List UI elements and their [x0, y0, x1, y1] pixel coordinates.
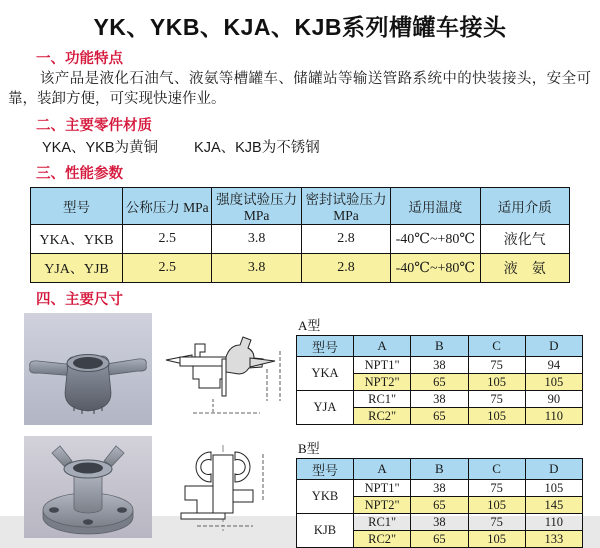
model-cell: YJA — [297, 391, 354, 425]
type-a-block — [296, 313, 588, 425]
dim-a-header-row — [297, 336, 583, 357]
perf-header-temperature: 适用温度 — [391, 188, 480, 225]
material-brass: YKA、YKB为黄铜 — [42, 140, 159, 156]
dim-cell: NPT2" — [354, 374, 411, 391]
table-row — [31, 254, 570, 283]
bolt-hole — [49, 507, 59, 513]
flange-section — [185, 486, 213, 513]
top-hook — [195, 344, 205, 357]
perf-cell: 2.8 — [301, 254, 390, 283]
coupling-opening — [73, 357, 103, 369]
perf-cell: 2.8 — [301, 225, 390, 254]
dim-header-model: 型号 — [297, 459, 354, 480]
section4-heading: 四、主要尺寸 — [36, 292, 123, 308]
section1-heading: 一、功能特点 — [36, 51, 123, 67]
dimension-table-a — [296, 335, 583, 425]
dim-cell: 75 — [468, 514, 525, 531]
perf-header-seal-test: 密封试验压力MPa — [301, 188, 390, 225]
type-b-label: B型 — [298, 441, 320, 456]
dim-cell: RC1" — [354, 391, 411, 408]
section1-body: 该产品是液化石油气、液氨等槽罐车、储罐站等输送管路系统中的快装接头，安全可靠，装卸方便，可实现快速作业。 — [8, 71, 591, 107]
dim-cell: 105 — [525, 480, 582, 497]
perf-cell: 2.5 — [123, 254, 212, 283]
dim-cell: 94 — [525, 357, 582, 374]
table-row — [31, 225, 570, 254]
materials-line — [42, 136, 600, 157]
dim-header-c: C — [468, 336, 525, 357]
table-row — [297, 514, 583, 531]
perf-cell: YKA、YKB — [31, 225, 123, 254]
perf-header-strength-test: 强度试验压力MPa — [212, 188, 301, 225]
perf-cell: -40℃~+80℃ — [391, 254, 480, 283]
dim-header-d: D — [525, 459, 582, 480]
left-claw-section — [196, 452, 211, 482]
flange-base — [181, 513, 225, 519]
dim-cell: 105 — [468, 531, 525, 548]
perf-cell: 液 氨 — [480, 254, 569, 283]
stepped-body — [193, 366, 226, 388]
dim-header-b: B — [411, 336, 468, 357]
dim-header-d: D — [525, 336, 582, 357]
dimension-table-b — [296, 458, 583, 548]
dim-cell: 90 — [525, 391, 582, 408]
center-column — [213, 455, 233, 513]
dim-cell: NPT1" — [354, 480, 411, 497]
dim-cell: 75 — [468, 391, 525, 408]
dim-cell: RC2" — [354, 531, 411, 548]
dim-cell: NPT2" — [354, 497, 411, 514]
dim-header-b: B — [411, 459, 468, 480]
dim-cell: 65 — [411, 408, 468, 425]
dim-cell: 105 — [468, 408, 525, 425]
dim-cell: RC1" — [354, 514, 411, 531]
page-title: YK、YKB、KJA、KJB系列槽罐车接头 — [93, 14, 507, 40]
perf-header-medium: 适用介质 — [480, 188, 569, 225]
section2-heading: 二、主要零件材质 — [36, 118, 152, 134]
perf-cell: 液化气 — [480, 225, 569, 254]
dim-cell: 105 — [468, 374, 525, 391]
dim-cell: 65 — [411, 531, 468, 548]
table-row — [297, 357, 583, 374]
dim-b-header-row — [297, 459, 583, 480]
dim-header-c: C — [468, 459, 525, 480]
dim-cell: NPT1" — [354, 357, 411, 374]
performance-table — [30, 187, 570, 283]
product-photo-wing-coupling — [24, 313, 152, 425]
dim-cell: 38 — [411, 514, 468, 531]
side-spigot — [233, 490, 253, 502]
table-row — [297, 391, 583, 408]
perf-cell: 2.5 — [123, 225, 212, 254]
dim-cell: 65 — [411, 374, 468, 391]
dim-cell: 38 — [411, 391, 468, 408]
section-drawing-flanged-coupling — [163, 442, 285, 534]
dim-cell: RC2" — [354, 408, 411, 425]
perf-header-nominal-pressure: 公称压力 MPa — [123, 188, 212, 225]
dim-header-a: A — [354, 336, 411, 357]
dim-cell: 133 — [525, 531, 582, 548]
dim-cell: 75 — [468, 357, 525, 374]
claw-section — [226, 337, 263, 374]
seal-plate — [222, 359, 226, 396]
dim-header-model: 型号 — [297, 336, 354, 357]
perf-cell: YJA、YJB — [31, 254, 123, 283]
perf-cell: 3.8 — [212, 254, 301, 283]
perf-header-model: 型号 — [31, 188, 123, 225]
dim-header-a: A — [354, 459, 411, 480]
section-drawing-wing-coupling — [163, 329, 285, 421]
bolt-hole — [83, 519, 93, 525]
dimension-row-a — [0, 313, 600, 425]
bolt-hole — [117, 507, 127, 513]
dim-cell: 38 — [411, 480, 468, 497]
dimension-row-b — [0, 436, 600, 548]
model-cell: KJB — [297, 514, 354, 548]
perf-cell: -40℃~+80℃ — [391, 225, 480, 254]
type-b-block — [296, 436, 588, 548]
dim-cell: 75 — [468, 480, 525, 497]
dim-cell: 110 — [525, 408, 582, 425]
product-photo-flanged-coupling — [24, 436, 152, 538]
table-row — [297, 480, 583, 497]
dim-cell: 110 — [525, 514, 582, 531]
right-claw-section — [235, 452, 250, 482]
coupler-opening — [73, 463, 103, 474]
performance-header-row — [31, 188, 570, 225]
dim-cell: 65 — [411, 497, 468, 514]
dim-cell: 105 — [468, 497, 525, 514]
type-a-label: A型 — [298, 318, 321, 333]
perf-cell: 3.8 — [212, 225, 301, 254]
model-cell: YKA — [297, 357, 354, 391]
dim-cell: 105 — [525, 374, 582, 391]
dim-cell: 145 — [525, 497, 582, 514]
material-stainless: KJA、KJB为不锈钢 — [194, 140, 320, 156]
model-cell: YKB — [297, 480, 354, 514]
section3-heading: 三、性能参数 — [36, 166, 123, 182]
dim-cell: 38 — [411, 357, 468, 374]
